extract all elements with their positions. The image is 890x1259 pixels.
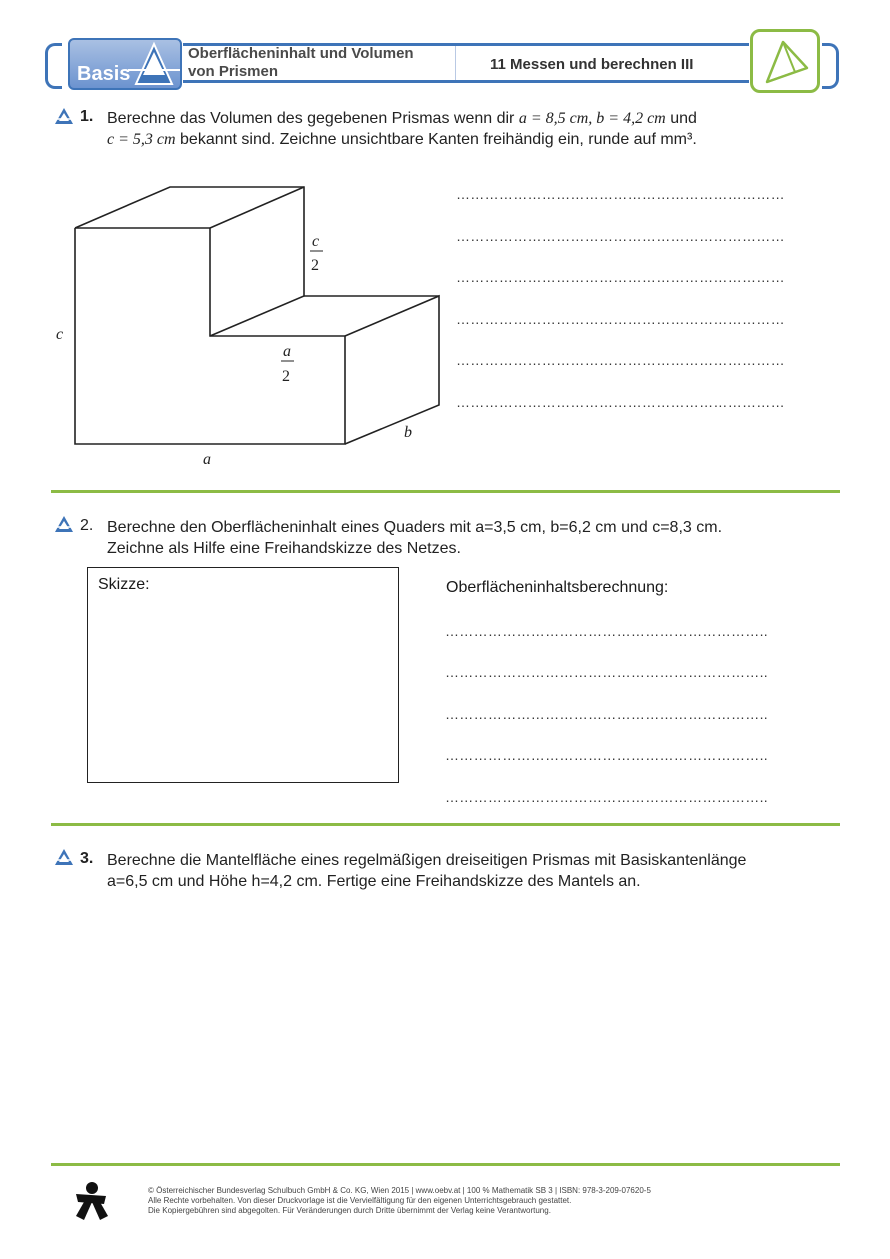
exercise-1-math-ab: a = 8,5 cm, b = 4,2 cm bbox=[518, 110, 666, 127]
footer-line3: Die Kopiergebühren sind abgegolten. Für Veränderungen durch Dritte übernimmt der Verlag keine Verantwortung. bbox=[148, 1206, 551, 1215]
copyright-notice bbox=[148, 1186, 788, 1216]
exercise-3-line2: a=6,5 cm und Höhe h=4,2 cm. Fertige eine Freihandskizze des Mantels an. bbox=[107, 873, 641, 890]
header-bracket-right bbox=[822, 43, 839, 89]
answer-line[interactable]: …………………………………………………………… bbox=[456, 186, 785, 202]
publisher-logo-icon bbox=[70, 1180, 112, 1222]
footer-divider bbox=[51, 1163, 840, 1166]
answer-line[interactable]: …………………………………………………………… bbox=[456, 269, 785, 285]
label-b: b bbox=[404, 424, 412, 441]
answer-line[interactable]: ………………………………………………………….. bbox=[445, 706, 768, 722]
divider bbox=[51, 823, 840, 826]
answer-line[interactable]: ………………………………………………………….. bbox=[445, 664, 768, 680]
exercise-3-line1: Berechne die Mantelfläche eines regelmäßigen dreiseitigen Prismas mit Basiskantenlänge bbox=[107, 852, 747, 869]
label-a: a bbox=[203, 451, 211, 468]
sketch-label: Skizze: bbox=[98, 576, 150, 593]
exercise-1-text bbox=[107, 108, 827, 150]
pyramid-icon bbox=[753, 32, 817, 90]
pyramid-icon-box bbox=[750, 29, 820, 93]
exercise-2-line2: Zeichne als Hilfe eine Freihandskizze des Netzes. bbox=[107, 540, 461, 557]
exercise-1-number: 1. bbox=[80, 108, 94, 125]
label-a-half-num: a bbox=[283, 343, 291, 360]
answer-line[interactable]: ………………………………………………………….. bbox=[445, 789, 768, 805]
exercise-3-text bbox=[107, 850, 847, 892]
answer-line[interactable]: …………………………………………………………… bbox=[456, 228, 785, 244]
label-c-half-num: c bbox=[312, 233, 320, 250]
label-c: c bbox=[56, 326, 64, 343]
page-title-line2: von Prismen bbox=[188, 63, 279, 80]
level-badge-label: Basis bbox=[77, 63, 131, 85]
exercise-2-text bbox=[107, 517, 827, 559]
prism-top-back-edges bbox=[75, 187, 304, 336]
exercise-1-math-c: c = 5,3 cm bbox=[107, 131, 176, 148]
answer-line[interactable]: …………………………………………………………… bbox=[456, 311, 785, 327]
page-title-line1: Oberflächeninhalt und Volumen bbox=[188, 45, 414, 62]
exercise-2-number: 2. bbox=[80, 517, 94, 534]
header-bracket-left bbox=[45, 43, 62, 89]
page-title bbox=[188, 45, 453, 81]
answer-line[interactable]: …………………………………………………………… bbox=[456, 394, 785, 410]
label-a-half-den: 2 bbox=[282, 368, 290, 385]
basis-triangle-icon bbox=[54, 515, 74, 533]
header-separator bbox=[455, 46, 456, 80]
answer-line[interactable]: ………………………………………………………….. bbox=[445, 747, 768, 763]
answer-line[interactable]: ………………………………………………………….. bbox=[445, 623, 768, 639]
exercise-1-text-c: bekannt sind. Zeichne unsichtbare Kanten freihändig ein, runde auf mm³. bbox=[180, 131, 697, 148]
footer-line2: Alle Rechte vorbehalten. Von dieser Druckvorlage ist die Vervielfältigung für den eigenen Unterrichtsgebrauch gestattet. bbox=[148, 1196, 572, 1205]
exercise-3-number: 3. bbox=[80, 850, 94, 867]
sketch-box[interactable] bbox=[87, 567, 399, 783]
calculation-label: Oberflächeninhaltsberechnung: bbox=[446, 579, 669, 596]
prism-right-face bbox=[345, 296, 439, 444]
divider bbox=[51, 490, 840, 493]
footer-line1: © Österreichischer Bundesverlag Schulbuch GmbH & Co. KG, Wien 2015 | www.oebv.at | 100 % Mathematik SB 3 | ISBN: 978-3-209-07620-5 bbox=[148, 1186, 651, 1195]
exercise-2-line1: Berechne den Oberflächeninhalt eines Quaders mit a=3,5 cm, b=6,2 cm und c=8,3 cm. bbox=[107, 519, 723, 536]
answer-line[interactable]: …………………………………………………………… bbox=[456, 352, 785, 368]
basis-triangle-icon bbox=[54, 848, 74, 866]
exercise-1-text-a: Berechne das Volumen des gegebenen Prismas wenn dir bbox=[107, 110, 515, 127]
exercise-1-text-b: und bbox=[670, 110, 697, 127]
label-c-half-den: 2 bbox=[311, 257, 319, 274]
prism-top-edge bbox=[210, 187, 304, 228]
basis-triangle-icon bbox=[54, 107, 74, 125]
chapter-title: 11 Messen und berechnen III bbox=[490, 56, 694, 73]
prism-figure bbox=[40, 180, 460, 480]
